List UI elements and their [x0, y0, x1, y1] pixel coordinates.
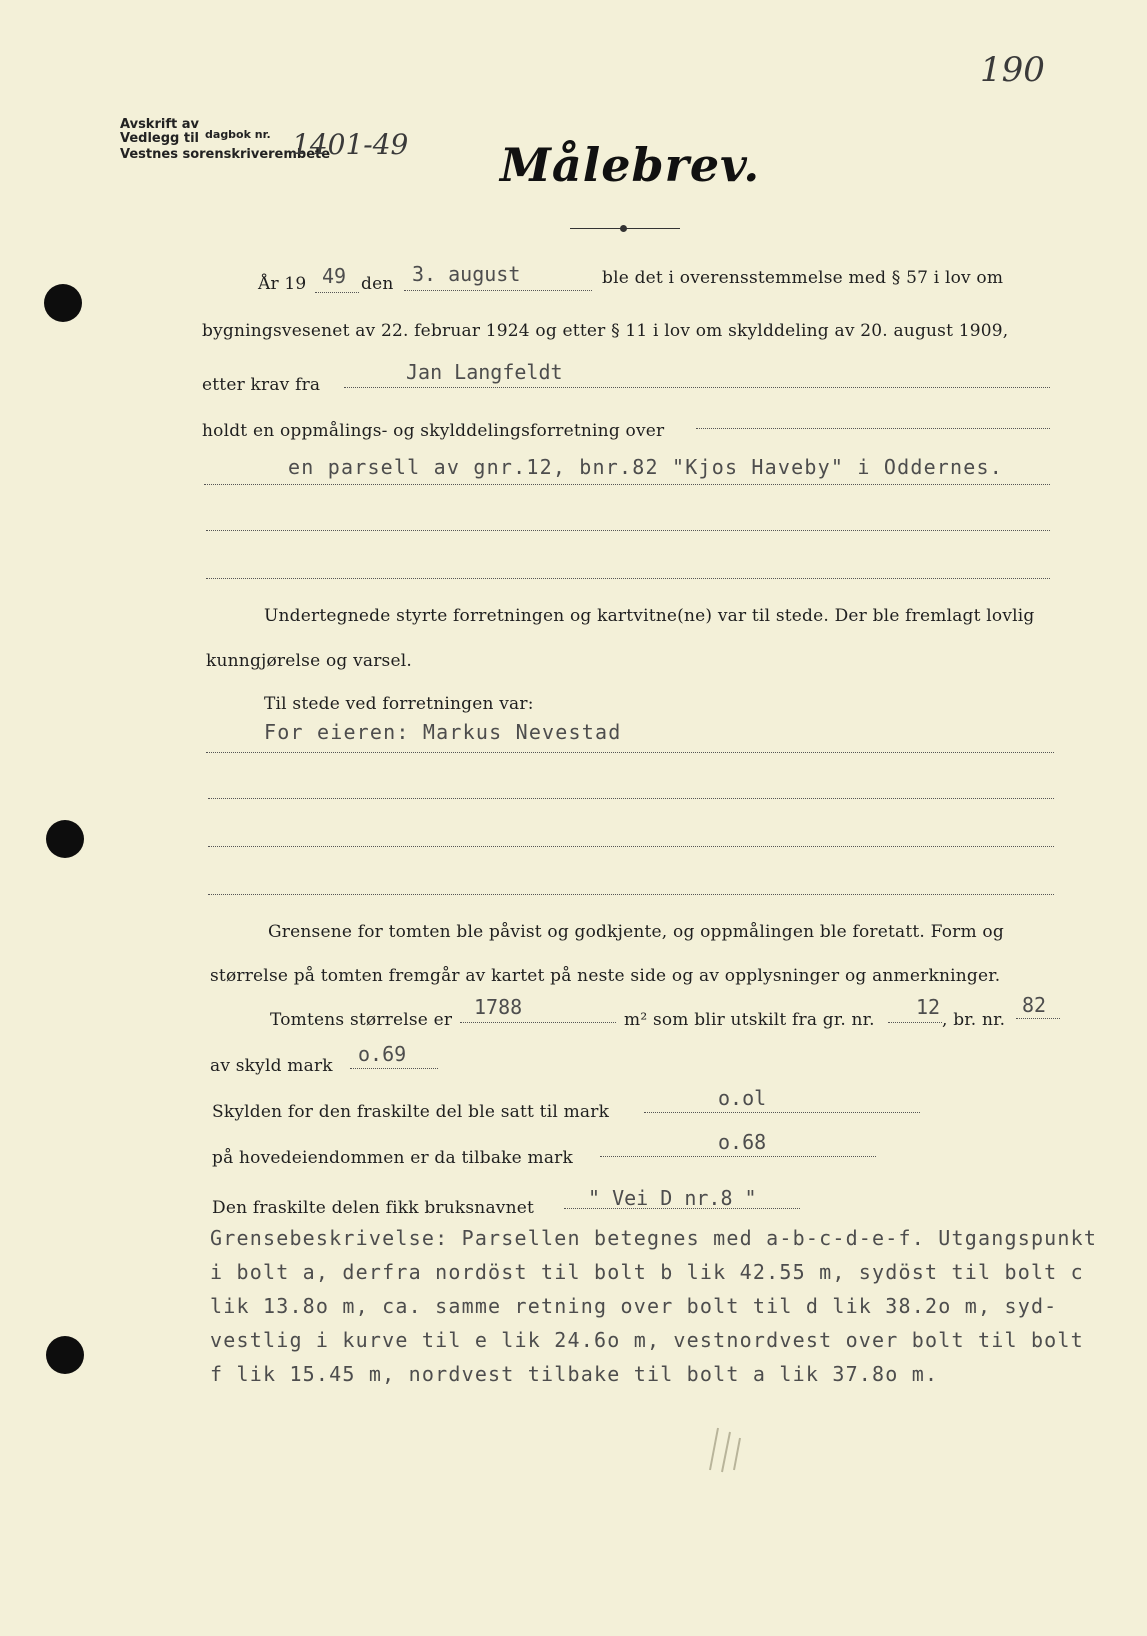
- bnr-dotted-line: [1016, 1018, 1060, 1019]
- bruksnavn-value: " Vei D nr.8 ": [588, 1186, 757, 1210]
- size-gnr-value: 12: [916, 995, 941, 1019]
- size-bnr-label: , br. nr.: [942, 1010, 1006, 1030]
- parcel-dotted-line-3: [206, 578, 1050, 579]
- rest-skyld-label: på hovedeiendommen er da tilbake mark: [212, 1148, 574, 1168]
- punch-hole-middle: [46, 820, 84, 858]
- intro-line-1: ble det i overensstemmelse med § 57 i lov om: [602, 268, 1004, 288]
- claimant-name: Jan Langfeldt: [406, 360, 563, 384]
- date-dotted-line: [404, 290, 592, 291]
- page-number: 190: [980, 50, 1045, 90]
- description-line-3: lik 13.8o m, ca. samme retning over bolt til d lik 38.2o m, syd-: [210, 1294, 1058, 1318]
- attendance-line-1: Undertegnede styrte forretningen og kartvitne(ne) var til stede. Der ble fremlagt lovlig: [264, 606, 1035, 626]
- size-area-value: 1788: [474, 995, 523, 1019]
- size-bnr-value: 82: [1022, 993, 1047, 1017]
- owner-representative: For eieren: Markus Nevestad: [264, 720, 622, 744]
- document-title: Målebrev.: [500, 138, 761, 192]
- claimant-label: etter krav fra: [202, 375, 321, 395]
- part-skyld-value: o.ol: [718, 1086, 767, 1110]
- punch-hole-top: [44, 284, 82, 322]
- intro-year-label: År 19: [258, 274, 307, 294]
- gnr-dotted-line: [888, 1022, 942, 1023]
- attendance-line-3: Til stede ved forretningen var:: [264, 694, 534, 714]
- attendance-line-2: kunngjørelse og varsel.: [206, 651, 412, 671]
- bruksnavn-dotted-line: [564, 1208, 800, 1209]
- description-line-4: vestlig i kurve til e lik 24.6o m, vestnordvest over bolt til bolt: [210, 1328, 1084, 1352]
- size-label: Tomtens størrelse er: [270, 1010, 453, 1030]
- punch-hole-bottom: [46, 1336, 84, 1374]
- boundaries-line-2: størrelse på tomten fremgår av kartet på neste side og av opplysninger og anmerkninger.: [210, 966, 1001, 986]
- skyld-label: av skyld mark: [210, 1056, 333, 1076]
- claimant-dotted-line: [344, 387, 1050, 388]
- stamp-entry-number: 1401-49: [292, 128, 409, 161]
- parcel-dotted-line-2: [206, 530, 1050, 531]
- description-line-2: i bolt a, derfra nordöst til bolt b lik 42.55 m, sydöst til bolt c: [210, 1260, 1084, 1284]
- stamp-line-1: Avskrift av: [120, 117, 199, 132]
- bruksnavn-label: Den fraskilte delen fikk bruksnavnet: [212, 1198, 535, 1218]
- parcel-description: en parsell av gnr.12, bnr.82 "Kjos Haveby" i Oddernes.: [288, 455, 1004, 479]
- rest-skyld-dotted-line: [600, 1156, 876, 1157]
- title-rule-dot: [620, 225, 627, 232]
- part-skyld-dotted-line: [644, 1112, 920, 1113]
- intro-line-4: holdt en oppmålings- og skylddelingsforretning over: [202, 421, 665, 441]
- skyld-dotted-line: [350, 1068, 438, 1069]
- intro-line-2: bygningsvesenet av 22. februar 1924 og etter § 11 i lov om skylddeling av 20. august 1909,: [202, 321, 1009, 341]
- attendance-dotted-line-2: [208, 798, 1054, 799]
- skyld-value: o.69: [358, 1042, 407, 1066]
- stamp-line-2-b: dagbok nr.: [205, 128, 271, 141]
- area-dotted-line: [460, 1022, 616, 1023]
- attendance-dotted-line-3: [208, 846, 1054, 847]
- intro-date-label: den: [361, 274, 394, 294]
- intro-year-value: 49: [322, 264, 347, 288]
- rest-skyld-value: o.68: [718, 1130, 767, 1154]
- year-dotted-line: [315, 292, 359, 293]
- description-line-5: f lik 15.45 m, nordvest tilbake til bolt a lik 37.8o m.: [210, 1362, 939, 1386]
- attendance-dotted-line-1: [206, 752, 1054, 753]
- parcel-dotted-line-1: [204, 484, 1050, 485]
- boundaries-line-1: Grensene for tomten ble påvist og godkjente, og oppmålingen ble foretatt. Form og: [268, 922, 1004, 942]
- attendance-dotted-line-4: [208, 894, 1054, 895]
- stamp-line-2-a: Vedlegg til: [120, 131, 200, 146]
- description-line-1: Grensebeskrivelse: Parsellen betegnes med a-b-c-d-e-f. Utgangspunkt: [210, 1226, 1098, 1250]
- part-skyld-label: Skylden for den fraskilte del ble satt til mark: [212, 1102, 610, 1122]
- object-dotted-line: [696, 428, 1050, 429]
- pencil-mark: [700, 1420, 750, 1480]
- intro-date-value: 3. august: [412, 262, 521, 286]
- size-gnr-label: m² som blir utskilt fra gr. nr.: [624, 1010, 875, 1030]
- stamp-line-3: Vestnes sorenskriverembete: [120, 147, 331, 162]
